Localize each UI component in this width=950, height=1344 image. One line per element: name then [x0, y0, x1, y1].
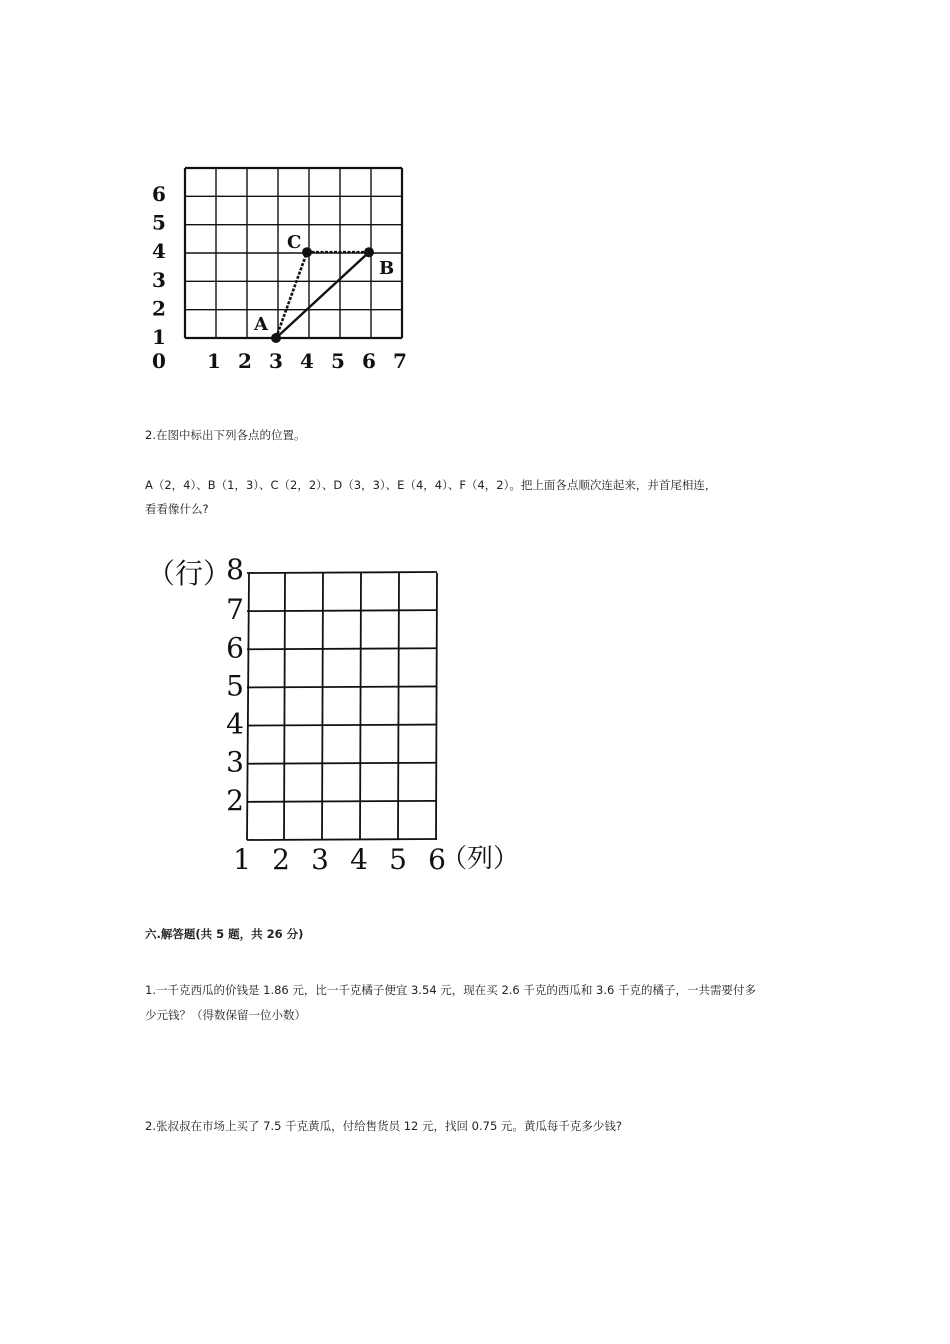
row-tick-label: 3 — [226, 745, 244, 779]
row-axis-labels — [226, 553, 244, 817]
y-tick-label: 3 — [152, 267, 166, 292]
coordinate-grid-figure-1 — [145, 150, 425, 380]
row-axis-label: （行） — [147, 557, 232, 590]
section-6-question-1-line-1: 1.一千克西瓜的价钱是 1.86 元，比一千克橘子便宜 3.54 元，现在买 2.6 千克的西瓜和 3.6 千克的橘子，一共需要付多 — [145, 983, 756, 997]
grid-horizontal-line — [247, 801, 437, 802]
column-tick-label: 6 — [428, 843, 446, 876]
x-tick-label: 3 — [269, 349, 283, 373]
grid-horizontal-line — [247, 725, 437, 726]
row-tick-label: 7 — [226, 593, 244, 627]
x-tick-label: 1 — [207, 349, 221, 373]
point-label-a: A — [254, 314, 268, 335]
grid-horizontal-line — [247, 648, 437, 649]
point-label-c: C — [287, 232, 302, 254]
grid-horizontal-line — [247, 572, 437, 573]
grid-vertical-line — [247, 573, 249, 840]
column-tick-label: 2 — [272, 843, 290, 876]
y-tick-label: 2 — [152, 296, 166, 321]
y-tick-label: 5 — [152, 210, 166, 235]
x-tick-label: 6 — [362, 349, 376, 373]
section-6-heading: 六.解答题(共 5 题，共 26 分) — [145, 927, 304, 941]
row-tick-label: 6 — [226, 631, 244, 665]
y-tick-label: 0 — [152, 349, 166, 373]
x-tick-label: 7 — [393, 349, 407, 373]
column-tick-label: 4 — [350, 843, 368, 876]
grid-vertical-line — [284, 573, 285, 840]
question-2-points-line: A（2，4）、B（1，3）、C（2，2）、D（3，3）、E（4，4）、F（4，2）。把上面各点顺次连起来，并首尾相连， — [145, 478, 717, 492]
x-tick-label: 5 — [331, 349, 345, 373]
row-tick-label: 5 — [226, 669, 244, 703]
grid-horizontal-line — [247, 839, 437, 840]
segment-ab — [276, 252, 369, 338]
x-tick-label: 2 — [238, 349, 252, 373]
x-tick-label: 4 — [300, 349, 314, 373]
y-tick-label: 1 — [152, 325, 166, 349]
column-tick-label: 1 — [233, 843, 251, 876]
grid-vertical-line — [322, 573, 323, 840]
grid-vertical-line — [360, 573, 361, 840]
grid-horizontal-line — [247, 763, 437, 764]
row-tick-label: 2 — [226, 783, 244, 817]
grid-vertical-line — [398, 573, 399, 840]
y-tick-label: 4 — [152, 239, 166, 264]
point-a — [271, 333, 281, 343]
grid-horizontal-line — [247, 686, 437, 687]
column-tick-label: 5 — [389, 843, 407, 876]
y-axis-labels — [152, 182, 166, 373]
grid-lines — [247, 572, 437, 840]
triangle-abc — [253, 232, 394, 343]
point-label-b: B — [379, 258, 395, 280]
section-6-question-2: 2.张叔叔在市场上买了 7.5 千克黄瓜，付给售货员 12 元，找回 0.75 元。黄瓜每千克多少钱? — [145, 1119, 623, 1133]
point-b — [364, 247, 374, 257]
grid-horizontal-line — [247, 610, 437, 611]
column-axis-label: （列） — [441, 844, 520, 874]
section-6-question-1-line-2: 少元钱？（得数保留一位小数） — [145, 1008, 306, 1022]
row-tick-label: 8 — [226, 553, 244, 586]
column-tick-label: 3 — [311, 843, 329, 876]
coordinate-grid-figure-2[interactable] — [145, 545, 545, 885]
question-2-title: 2.在图中标出下列各点的位置。 — [145, 428, 306, 442]
question-2-prompt-line: 看看像什么? — [145, 502, 209, 516]
y-tick-label: 6 — [152, 182, 166, 206]
row-tick-label: 4 — [226, 707, 244, 741]
column-axis-labels — [233, 843, 446, 876]
grid-vertical-line — [436, 573, 437, 840]
point-c — [302, 247, 312, 257]
x-axis-labels — [207, 349, 407, 373]
